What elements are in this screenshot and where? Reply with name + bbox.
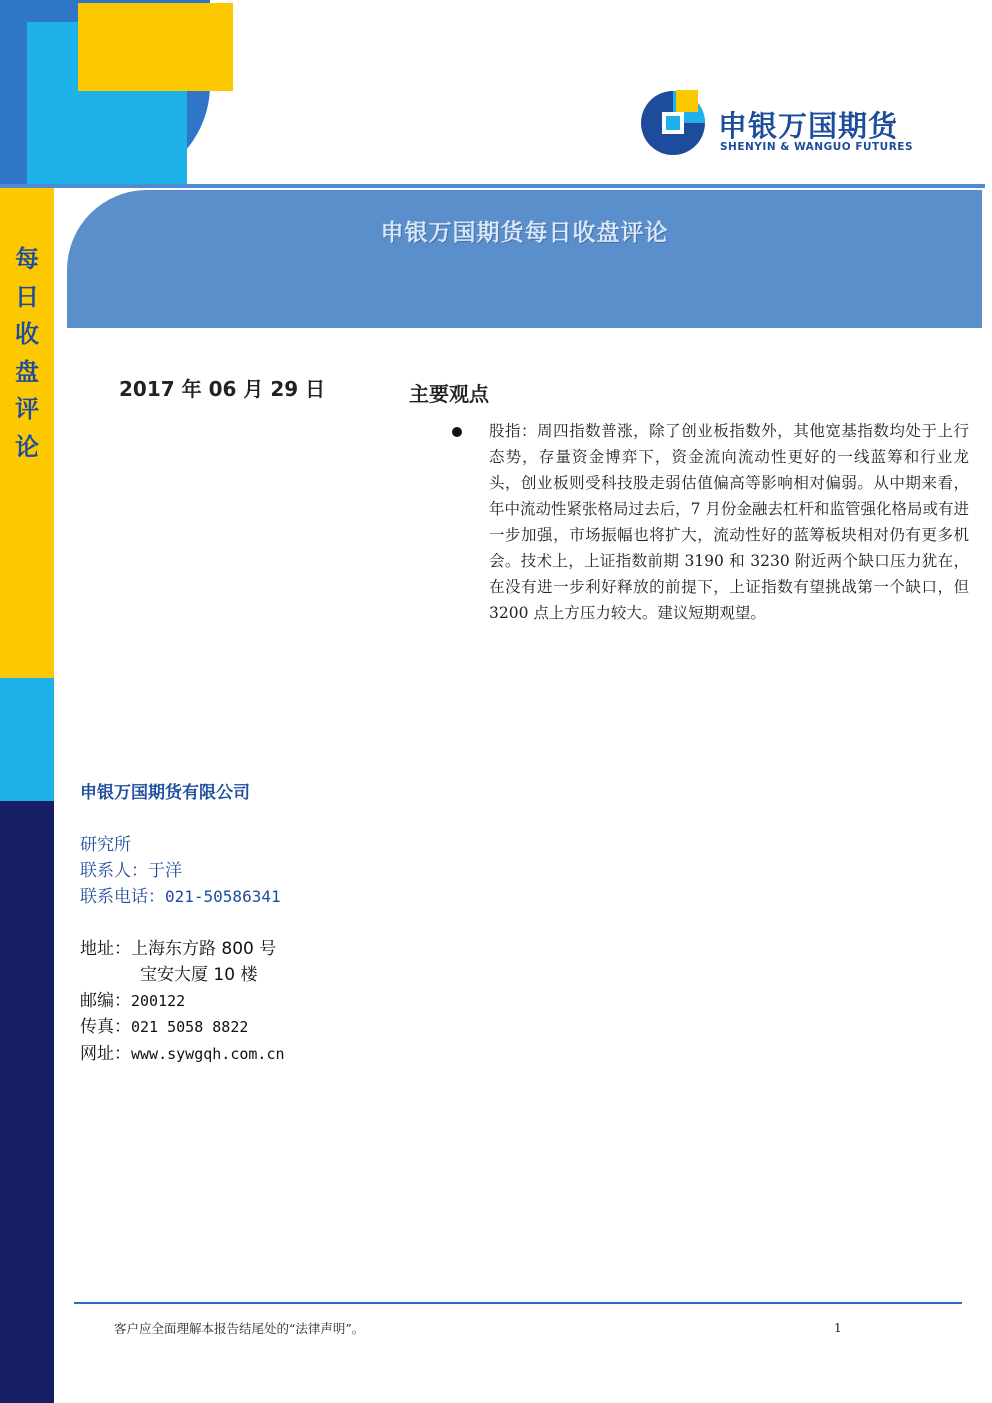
website-label: 网址： — [80, 1044, 131, 1064]
sidebar-title-char: 每 — [15, 244, 39, 273]
zip-value: 200122 — [131, 992, 186, 1010]
zip-label: 邮编： — [80, 991, 131, 1011]
main-views-heading: 主要观点 — [409, 382, 489, 406]
fax-label: 传真： — [80, 1017, 131, 1037]
logo-name-en: SHENYIN & WANGUO FUTURES — [720, 141, 914, 153]
sidebar-navy-band — [0, 801, 54, 1403]
report-date: 2017 年 06 月 29 日 — [119, 377, 326, 401]
fax-value: 021 5058 8822 — [131, 1018, 249, 1036]
sidebar-title-char: 盘 — [15, 356, 39, 386]
address-line-2: 宝安大厦 10 楼 — [140, 965, 258, 985]
sidebar-title-char: 日 — [15, 281, 39, 311]
header-decoration-yellow — [78, 3, 233, 91]
zip-code — [80, 986, 185, 1011]
report-title: 申银万国期货每日收盘评论 — [380, 220, 669, 246]
sidebar-cyan-band — [0, 678, 54, 801]
title-banner — [67, 190, 982, 328]
main-views-text: 股指：周四指数普涨，除了创业板指数外，其他宽基指数均处于上行态势，存量资金博弈下，资金流向流动性更好的一线蓝筹和行业龙头，创业板则受科技股走弱估值偏高等影响相对偏弱。从中期来看，年中流动性紧张格局过去后，7 月份金融去杠杆和监管强化格局或有进一步加强，市场振幅也将扩大，流动性好的蓝筹板块相对仍有更多机会。技术上，上证指数前期 3190 和 3230 附近两个缺口压力犹在，在没有进一步利好释放的前提下，上证指数有望挑战第一个缺口，但 3200 点上方压力较大。建议短期观望。 — [489, 422, 969, 622]
contact-person: 联系人：于洋 — [80, 861, 182, 881]
sidebar-title — [6, 240, 48, 465]
contact-phone — [80, 882, 281, 907]
website — [80, 1039, 285, 1064]
website-link[interactable]: www.sywgqh.com.cn — [131, 1045, 285, 1063]
footer-disclaimer: 客户应全面理解本报告结尾处的“法律声明”。 — [114, 1321, 365, 1336]
company-logo-icon — [640, 90, 706, 156]
fax — [80, 1012, 248, 1037]
address-value: 上海东方路 800 号 — [131, 939, 277, 959]
contact-phone-label: 联系电话： — [80, 887, 165, 907]
footer-divider — [74, 1302, 962, 1304]
bullet-icon — [452, 427, 462, 437]
logo-name-cn: 申银万国期货 — [718, 109, 899, 143]
sidebar-title-char: 收 — [15, 319, 39, 348]
contact-phone-number: 021-50586341 — [165, 887, 281, 906]
company-name: 申银万国期货有限公司 — [80, 783, 250, 803]
page-number: 1 — [834, 1321, 842, 1335]
header-divider — [0, 184, 985, 188]
sidebar-title-char: 评 — [15, 394, 39, 423]
address-label: 地址： — [80, 939, 131, 959]
department: 研究所 — [80, 835, 131, 855]
address-line-1 — [80, 934, 276, 959]
sidebar-title-char: 论 — [15, 431, 39, 461]
